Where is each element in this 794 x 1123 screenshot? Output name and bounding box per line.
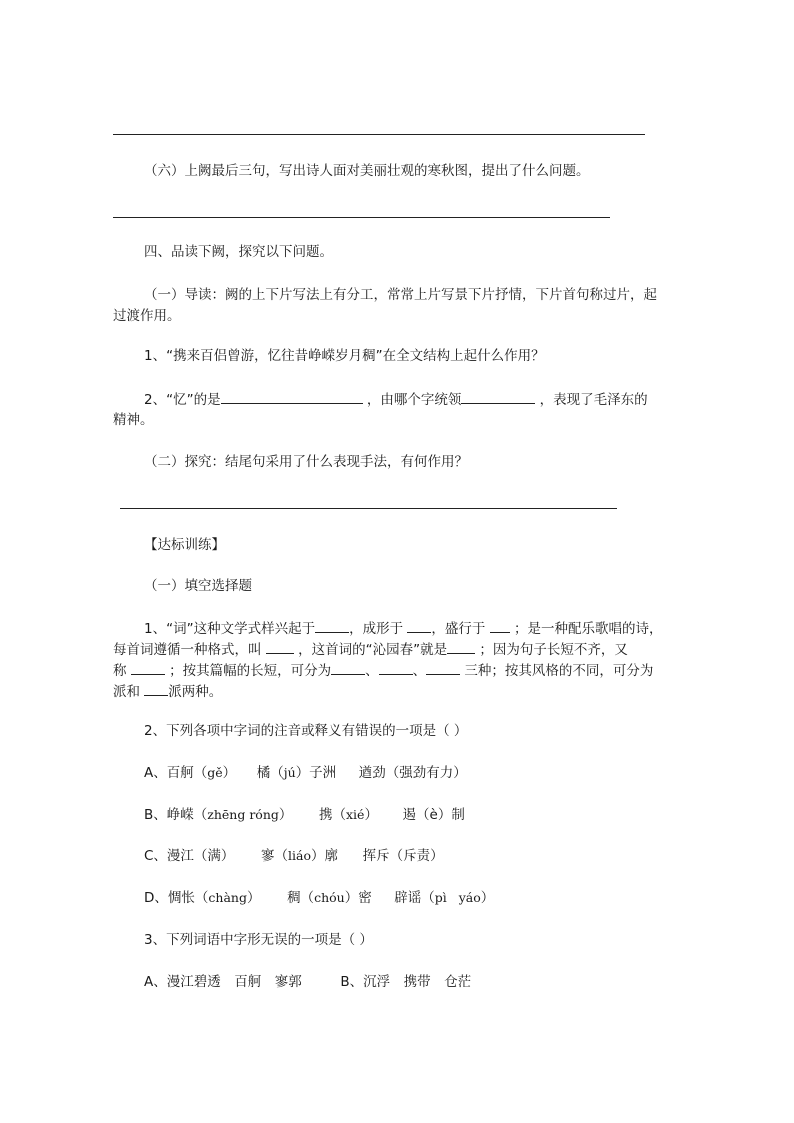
option-b-pinyin1: zhēng róng [207,807,279,822]
guide-line-1 [144,285,657,305]
option-a-part2: ） [222,765,237,781]
training-title [144,535,225,555]
answer-blank[interactable] [490,618,510,633]
guide-line-1-text: （一）导读：阙的上下片写法上有分工，常常上片写景下片抒情，下片首句称过片，起 [144,287,657,303]
option-c-part1: C、漫江（满） [144,848,235,864]
explore-question [144,452,468,472]
answer-blank[interactable] [379,660,413,675]
option-c-part3: 寥（ [261,848,289,864]
option-c-pinyin2: liáo [288,848,312,863]
answer-blank[interactable] [461,389,535,404]
option-a-pinyin1: gě [207,765,223,780]
option-d-part6: ） [480,890,495,906]
option-c-part5: 挥斥（斥责） [362,848,444,864]
q3-options [144,972,471,992]
q3-option-b: B、沉浮 携带 仓茫 [340,974,472,990]
part4-q2-prefix: 2、“忆”的是 [144,392,221,408]
part4-q2 [144,389,648,410]
q1-text-h: 称 [113,663,127,679]
q1-text-d: ；是一种配乐歌唱的诗， [513,621,663,637]
part4-q1 [144,346,545,366]
option-b-part2: ） [278,807,293,823]
option-d-part2: ） [246,890,261,906]
q1-text-a: 1、“词”这种文学式样兴起于 [144,621,316,637]
training-q1-line2 [113,639,628,660]
training-q3-stem [144,930,373,950]
training-q1-line1 [144,618,662,639]
answer-blank[interactable] [447,639,475,654]
option-b-part5: 遏（è）制 [402,807,465,823]
option-d-part3: 稠（ [287,890,315,906]
option-b-pinyin2: xié [345,807,365,822]
option-a-pinyin2: jú [283,765,296,780]
option-b-part3: 携（ [318,807,346,823]
q1-text-e: 每首词遵循一种格式，叫 [113,642,262,658]
answer-blank[interactable] [144,681,168,696]
answer-blank[interactable] [426,660,460,675]
answer-blank[interactable] [315,618,349,633]
explore-question-text: （二）探究：结尾句采用了什么表现手法，有何作用？ [144,454,468,470]
part4-q1-text: 1、“携来百侣曾游，忆往昔峥嵘岁月稠”在全文结构上起什么作用？ [144,348,545,364]
option-a-part4: ）子洲 [295,765,337,781]
q1-text-l: 三种；按其风格的不同，可分为 [464,663,654,679]
training-title-text: 【达标训练】 [144,537,225,553]
option-a-part1: A、百舸（ [144,765,208,781]
q3-option-a: A、漫江碧透 百舸 寥郭 [144,974,302,990]
option-d-part1: D、惆怅（ [144,890,209,906]
option-a-part3: 橘（ [256,765,284,781]
q2-option-d [144,888,494,908]
answer-blank[interactable] [131,660,165,675]
part4-title [144,242,333,262]
part4-q2-suffix: ，表现了毛泽东的 [539,392,648,408]
option-d-pinyin3: pì yáo [434,890,481,905]
answer-blank[interactable] [331,660,365,675]
q1-text-f: ，这首词的“沁园春”就是 [298,642,448,658]
q3-stem-text: 3、下列词语中字形无误的一项是（ ） [144,932,373,948]
q1-text-n: 派两种。 [168,684,223,700]
q2-option-a [144,763,467,783]
training-q1-line4 [113,681,222,702]
answer-line-explore [120,508,617,509]
q1-text-b: ，成形于 [349,621,404,637]
answer-blank[interactable] [266,639,294,654]
q1-text-c: ，盛行于 [431,621,486,637]
guide-line-2 [113,306,181,326]
q2-stem-text: 2、下列各项中字词的注音或释义有错误的一项是（ ） [144,723,468,739]
option-b-part4: ） [364,807,378,823]
q1-text-k: 、 [412,663,427,679]
guide-line-2-text: 过渡作用。 [113,308,181,324]
q2-option-b [144,805,465,825]
option-d-pinyin1: chàng [208,890,247,905]
part4-q2-cont [113,410,154,430]
training-subtitle [144,576,252,596]
part4-q2-cont-text: 精神。 [113,412,154,428]
part4-title-text: 四、品读下阙，探究以下问题。 [144,244,333,260]
q1-text-g: ；因为句子长短不齐，又 [479,642,628,658]
option-d-pinyin2: chóu [314,890,345,905]
q1-text-j: 、 [365,663,379,679]
answer-line-6 [113,217,610,218]
option-b-part1: B、峥嵘（ [144,807,208,823]
training-q2-stem [144,721,467,741]
question-6 [144,161,590,181]
training-q1-line3 [113,660,653,681]
answer-line-top [113,134,645,135]
option-d-part5: 辟谣（ [394,890,435,906]
answer-blank[interactable] [221,389,363,404]
option-d-part4: ）密 [344,890,372,906]
option-c-part4: ）廓 [311,848,339,864]
option-a-part5: 遒劲（强劲有力） [358,765,467,781]
answer-blank[interactable] [407,618,431,633]
q2-option-c [144,846,444,866]
training-subtitle-text: （一）填空选择题 [144,578,252,594]
question-6-text: （六）上阙最后三句，写出诗人面对美丽壮观的寒秋图，提出了什么问题。 [144,163,590,179]
q1-text-i: ；按其篇幅的长短，可分为 [169,663,332,679]
part4-q2-mid: ，由哪个字统领 [366,392,462,408]
q1-text-m: 派和 [113,684,140,700]
